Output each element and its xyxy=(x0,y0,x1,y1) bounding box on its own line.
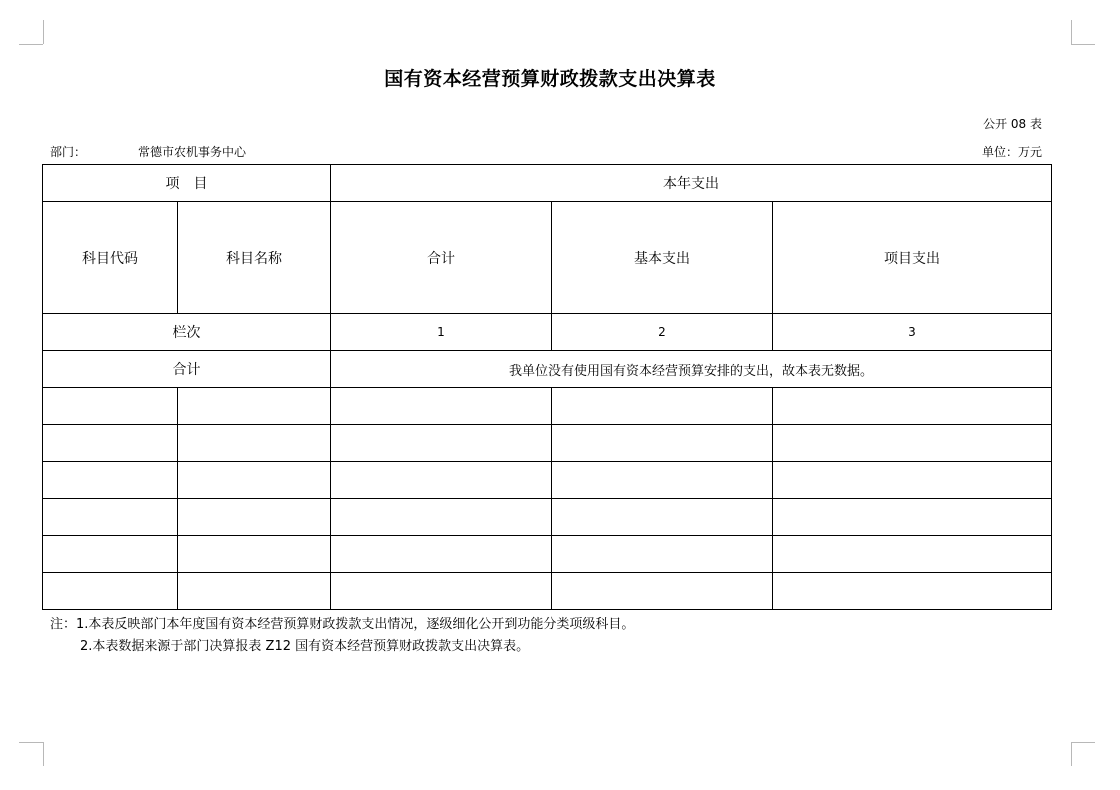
column-basic-expenditure: 基本支出 xyxy=(552,202,773,314)
empty-cell xyxy=(552,536,773,573)
header-current-year: 本年支出 xyxy=(331,165,1052,202)
empty-cell xyxy=(178,536,331,573)
empty-cell xyxy=(552,573,773,610)
page-title: 国有资本经营预算财政拨款支出决算表 xyxy=(384,68,716,90)
empty-cell xyxy=(331,425,552,462)
empty-cell xyxy=(43,536,178,573)
column-project-expenditure: 项目支出 xyxy=(773,202,1052,314)
row-index-label: 栏次 xyxy=(43,314,331,351)
column-subject-code: 科目代码 xyxy=(43,202,178,314)
crop-mark-bottom-left-v xyxy=(43,742,44,766)
crop-mark-top-left-h xyxy=(19,44,43,45)
empty-cell xyxy=(552,388,773,425)
empty-cell xyxy=(43,573,178,610)
crop-mark-bottom-right-v xyxy=(1071,742,1072,766)
header-item: 项 目 xyxy=(43,165,331,202)
footnote-1: 注：1.本表反映部门本年度国有资本经营预算财政拨款支出情况，逐级细化公开到功能分类项级科目。 xyxy=(50,617,635,632)
empty-cell xyxy=(178,425,331,462)
empty-cell xyxy=(331,388,552,425)
column-total: 合计 xyxy=(331,202,552,314)
footnote-2: 2.本表数据来源于部门决算报表 Z12 国有资本经营预算财政拨款支出决算表。 xyxy=(80,639,530,654)
total-row xyxy=(43,351,1052,388)
empty-cell xyxy=(43,499,178,536)
empty-cell xyxy=(331,536,552,573)
table-row xyxy=(43,499,1052,536)
empty-cell xyxy=(773,462,1052,499)
empty-cell xyxy=(773,388,1052,425)
total-label: 合计 xyxy=(43,351,331,388)
header-row-2 xyxy=(43,202,1052,314)
column-subject-name: 科目名称 xyxy=(178,202,331,314)
index-row xyxy=(43,314,1052,351)
index-2: 2 xyxy=(552,314,773,351)
empty-cell xyxy=(773,425,1052,462)
header-row-1 xyxy=(43,165,1052,202)
empty-cell xyxy=(331,499,552,536)
empty-cell xyxy=(552,425,773,462)
empty-cell xyxy=(773,536,1052,573)
table-row xyxy=(43,573,1052,610)
empty-cell xyxy=(178,388,331,425)
index-1: 1 xyxy=(331,314,552,351)
unit-label: 单位：万元 xyxy=(981,145,1042,159)
table-row xyxy=(43,536,1052,573)
table-row xyxy=(43,425,1052,462)
empty-cell xyxy=(43,388,178,425)
no-data-note: 我单位没有使用国有资本经营预算安排的支出，故本表无数据。 xyxy=(331,351,1052,388)
table-row xyxy=(43,462,1052,499)
empty-cell xyxy=(773,573,1052,610)
empty-cell xyxy=(552,462,773,499)
crop-mark-top-right-h xyxy=(1071,44,1095,45)
crop-mark-bottom-left-h xyxy=(19,742,43,743)
crop-mark-top-right-v xyxy=(1071,20,1072,44)
empty-cell xyxy=(331,462,552,499)
index-3: 3 xyxy=(773,314,1052,351)
empty-cell xyxy=(552,499,773,536)
crop-mark-top-left-v xyxy=(43,20,44,44)
empty-cell xyxy=(43,462,178,499)
empty-cell xyxy=(178,462,331,499)
table-row xyxy=(43,388,1052,425)
department-name: 常德市农机事务中心 xyxy=(138,145,247,159)
form-number: 公开 08 表 xyxy=(983,117,1042,131)
crop-mark-bottom-right-h xyxy=(1071,742,1095,743)
department-label: 部门： xyxy=(50,145,87,159)
empty-cell xyxy=(178,573,331,610)
empty-cell xyxy=(773,499,1052,536)
budget-table xyxy=(42,164,1052,610)
empty-cell xyxy=(43,425,178,462)
empty-cell xyxy=(331,573,552,610)
empty-cell xyxy=(178,499,331,536)
